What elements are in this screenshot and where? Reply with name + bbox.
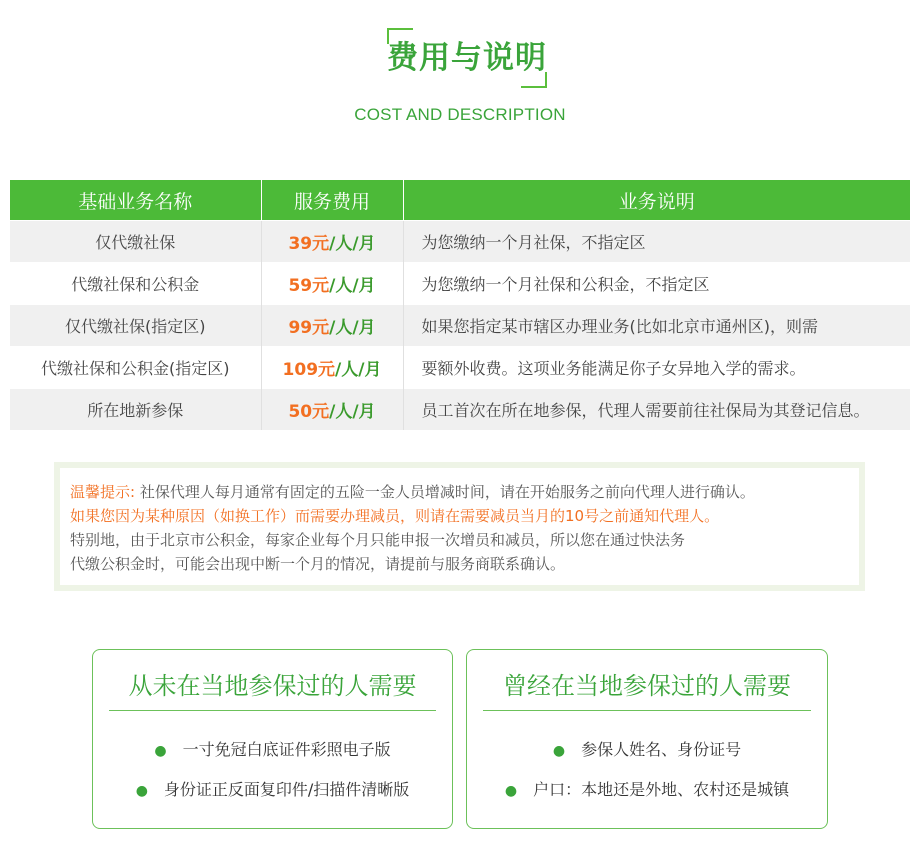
requirements-card-existing (466, 649, 828, 829)
requirement-item (467, 777, 827, 800)
service-name-cell: 代缴社保和公积金 (10, 263, 261, 305)
table-row (10, 347, 910, 389)
price-amount: 109元 (282, 360, 336, 380)
bullet-icon: ● (154, 743, 167, 759)
card-title: 曾经在当地参保过的人需要 (503, 672, 791, 700)
section-title-frame (387, 28, 547, 88)
requirement-text: 一寸免冠白底证件彩照电子版 (182, 740, 391, 759)
requirement-item (467, 737, 827, 760)
page-subtitle: COST AND DESCRIPTION (354, 105, 566, 124)
description-cell: 为您缴纳一个月社保和公积金，不指定区 (403, 263, 910, 305)
service-name-cell: 代缴社保和公积金(指定区) (10, 347, 261, 389)
price-unit: /人/月 (335, 360, 382, 380)
card-title: 从未在当地参保过的人需要 (128, 672, 417, 700)
price-cell (261, 263, 403, 305)
card-divider (483, 710, 811, 711)
notice-line-4: 代缴公积金时，可能会出现中断一个月的情况，请提前与服务商联系确认。 (70, 555, 566, 573)
column-header-name: 基础业务名称 (10, 180, 261, 221)
requirement-text: 户口：本地还是外地、农村还是城镇 (533, 780, 790, 799)
price-unit: /人/月 (329, 402, 376, 422)
column-header-description: 业务说明 (403, 180, 910, 221)
requirement-text: 身份证正反面复印件/扫描件清晰版 (163, 780, 410, 799)
price-cell (261, 221, 403, 263)
requirements-card-new (92, 649, 453, 829)
bullet-icon: ● (135, 783, 148, 799)
table-row (10, 221, 910, 263)
service-name-cell: 所在地新参保 (10, 389, 261, 431)
price-amount: 59元 (288, 276, 330, 296)
price-amount: 50元 (288, 402, 330, 422)
table-row (10, 263, 910, 305)
price-amount: 99元 (288, 318, 330, 338)
description-cell: 为您缴纳一个月社保，不指定区 (403, 221, 910, 263)
description-cell: 如果您指定某市辖区办理业务(比如北京市通州区)，则需 (403, 305, 910, 347)
notice-line-1 (70, 480, 860, 504)
service-name-cell: 仅代缴社保(指定区) (10, 305, 261, 347)
table-row (10, 389, 910, 431)
column-header-price: 服务费用 (261, 180, 403, 221)
notice-line-3: 特别地，由于北京市公积金，每家企业每个月只能申报一次增员和减员，所以您在通过快法务 (70, 531, 686, 549)
bullet-icon: ● (504, 783, 518, 799)
description-cell: 员工首次在所在地参保，代理人需要前往社保局为其登记信息。 (403, 389, 910, 431)
notice-line-1-text: 社保代理人每月通常有固定的五险一金人员增减时间，请在开始服务之前向代理人进行确认。 (135, 483, 755, 501)
description-cell: 要额外收费。这项业务能满足你子女异地入学的需求。 (403, 347, 910, 389)
price-cell (261, 347, 403, 389)
price-unit: /人/月 (329, 234, 376, 254)
bullet-icon: ● (552, 743, 566, 759)
requirement-item (93, 737, 452, 760)
notice-line-2: 如果您因为某种原因（如换工作）而需要办理减员，则请在需要减员当月的10号之前通知代理人。 (70, 507, 720, 525)
requirement-item (93, 777, 452, 800)
price-cell (261, 389, 403, 431)
table-header-row (10, 180, 910, 221)
price-unit: /人/月 (329, 318, 376, 338)
table-row (10, 305, 910, 347)
price-cell (261, 305, 403, 347)
requirement-text: 参保人姓名、身份证号 (581, 740, 742, 759)
service-name-cell: 仅代缴社保 (10, 221, 261, 263)
notice-box (54, 462, 865, 591)
card-divider (109, 710, 436, 711)
page-title: 费用与说明 (387, 40, 547, 76)
price-unit: /人/月 (329, 276, 376, 296)
pricing-table (10, 180, 910, 430)
notice-text (70, 480, 860, 576)
price-amount: 39元 (288, 234, 330, 254)
notice-label: 温馨提示: (70, 483, 136, 501)
